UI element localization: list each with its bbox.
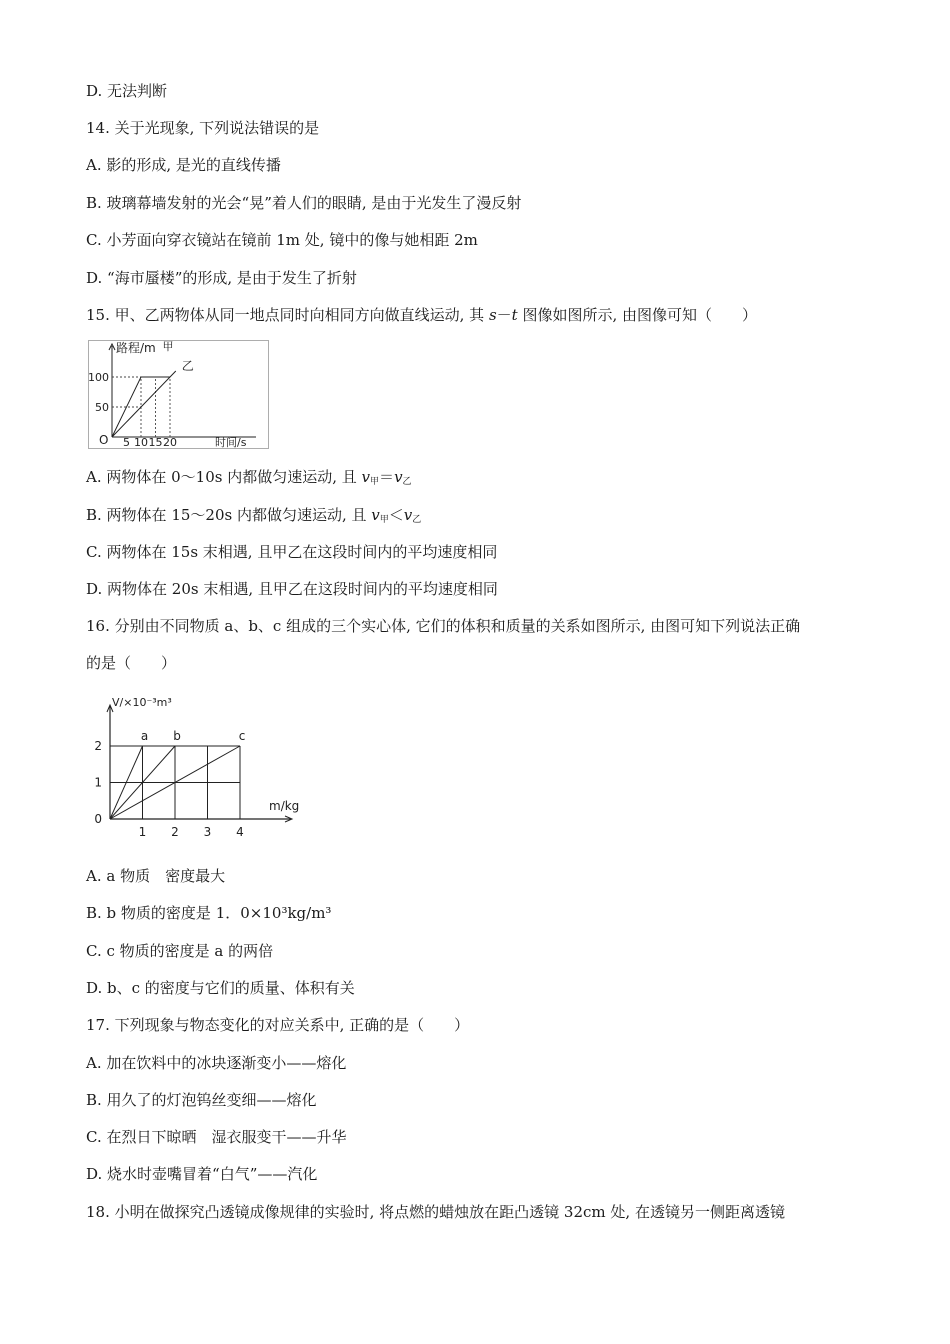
question-17-option-d: D. 烧水时壶嘴冒着“白气”——汽化 bbox=[86, 1165, 318, 1183]
vm-y-tick-label: 1 bbox=[94, 775, 102, 790]
question-17-option-c: C. 在烈日下晾晒 湿衣服变干——升华 bbox=[86, 1128, 347, 1146]
question-15-option-b bbox=[86, 505, 421, 530]
st-series-label-jia: 甲 bbox=[162, 340, 174, 353]
question-14-option-b: B. 玻璃幕墙发射的光会“晃”着人们的眼睛, 是由于光发生了漫反射 bbox=[86, 194, 522, 212]
question-16-option-d: D. b、c 的密度与它们的质量、体积有关 bbox=[86, 979, 355, 997]
st-x-label: 时间/s bbox=[215, 436, 247, 449]
equals-sign: ＝ bbox=[379, 468, 395, 486]
vm-y-tick-label: 0 bbox=[94, 812, 102, 826]
question-15-stem bbox=[86, 305, 757, 325]
subscript-jia: 甲 bbox=[379, 515, 389, 525]
vm-y-tick-label: 2 bbox=[94, 739, 102, 753]
subscript-yi: 乙 bbox=[402, 477, 412, 487]
q15-option-b-text: B. 两物体在 15～20s 内都做匀速运动, 且 bbox=[86, 506, 372, 524]
question-17-option-b: B. 用久了的灯泡钨丝变细——熔化 bbox=[86, 1091, 317, 1109]
vm-x-tick-label: 2 bbox=[171, 825, 179, 839]
question-16-stem-line-1: 16. 分别由不同物质 a、b、c 组成的三个实心体, 它们的体积和质量的关系如图所示, 由图可知下列说法正确 bbox=[86, 617, 801, 635]
question-15-option-a bbox=[86, 467, 412, 492]
st-x-tick-label: 5 bbox=[123, 436, 130, 449]
st-y-tick-label: 50 bbox=[95, 401, 109, 414]
q15-stem-dash: － bbox=[496, 306, 512, 324]
st-y-tick-label: 100 bbox=[88, 371, 109, 384]
st-x-tick-label: 20 bbox=[163, 436, 177, 449]
q15-stem-part-a: 15. 甲、乙两物体从同一地点同时向相同方向做直线运动, 其 bbox=[86, 306, 489, 324]
vm-series-label: a bbox=[140, 729, 149, 743]
st-series-line bbox=[112, 371, 176, 437]
st-x-tick-label: 10 bbox=[134, 436, 148, 449]
question-14-option-d: D. “海市蜃楼”的形成, 是由于发生了折射 bbox=[86, 269, 357, 287]
question-16-option-a: A. a 物质 密度最大 bbox=[86, 867, 226, 885]
question-14-stem: 14. 关于光现象, 下列说法错误的是 bbox=[86, 119, 320, 137]
question-16-option-c: C. c 物质的密度是 a 的两倍 bbox=[86, 942, 274, 960]
q15-stem-s: s bbox=[488, 306, 497, 324]
q15-option-a-text: A. 两物体在 0～10s 内都做匀速运动, 且 bbox=[86, 468, 362, 486]
question-14-option-c: C. 小芳面向穿衣镜站在镜前 1m 处, 镜中的像与她相距 2m bbox=[86, 231, 478, 249]
less-than-sign: ＜ bbox=[388, 506, 404, 524]
question-17-option-a: A. 加在饮料中的冰块逐渐变小——熔化 bbox=[86, 1054, 347, 1072]
v-symbol: v bbox=[371, 506, 380, 524]
vm-y-label: V/×10⁻³m³ bbox=[112, 696, 172, 709]
subscript-jia: 甲 bbox=[370, 477, 380, 487]
vm-x-tick-label: 3 bbox=[203, 825, 212, 839]
question-15-option-c: C. 两物体在 15s 末相遇, 且甲乙在这段时间内的平均速度相同 bbox=[86, 543, 498, 561]
question-15-option-d: D. 两物体在 20s 末相遇, 且甲乙在这段时间内的平均速度相同 bbox=[86, 580, 498, 598]
st-x-tick-label: 15 bbox=[148, 436, 163, 449]
q15-stem-part-b: 图像如图所示, 由图像可知（ ） bbox=[517, 306, 757, 324]
st-graph-frame bbox=[89, 341, 269, 449]
v-symbol: v bbox=[394, 468, 403, 486]
st-graph bbox=[88, 340, 278, 452]
option-d-q13: D. 无法判断 bbox=[86, 82, 168, 100]
vm-x-tick-label: 1 bbox=[138, 825, 147, 839]
v-symbol: v bbox=[361, 468, 371, 486]
question-14-option-a: A. 影的形成, 是光的直线传播 bbox=[86, 156, 281, 174]
question-17-stem: 17. 下列现象与物态变化的对应关系中, 正确的是（ ） bbox=[86, 1016, 470, 1034]
vm-series-label: c bbox=[238, 729, 246, 743]
st-y-label: 路程/m bbox=[116, 341, 156, 355]
subscript-yi: 乙 bbox=[412, 515, 422, 525]
v-symbol: v bbox=[403, 506, 413, 524]
question-18-stem: 18. 小明在做探究凸透镜成像规律的实验时, 将点燃的蜡烛放在距凸透镜 32cm 处, 在透镜另一侧距离透镜 bbox=[86, 1203, 785, 1221]
question-16-option-b: B. b 物质的密度是 1．0×10³kg/m³ bbox=[86, 904, 332, 922]
st-origin-label: O bbox=[99, 433, 109, 447]
st-series-label-yi: 乙 bbox=[181, 359, 194, 373]
vm-series-label: b bbox=[173, 729, 181, 743]
vm-graph bbox=[86, 692, 316, 842]
q15-stem-t: t bbox=[511, 306, 518, 324]
vm-x-tick-label: 4 bbox=[236, 825, 244, 839]
question-16-stem-line-2: 的是（ ） bbox=[86, 654, 177, 672]
vm-x-label: m/kg bbox=[269, 799, 300, 813]
